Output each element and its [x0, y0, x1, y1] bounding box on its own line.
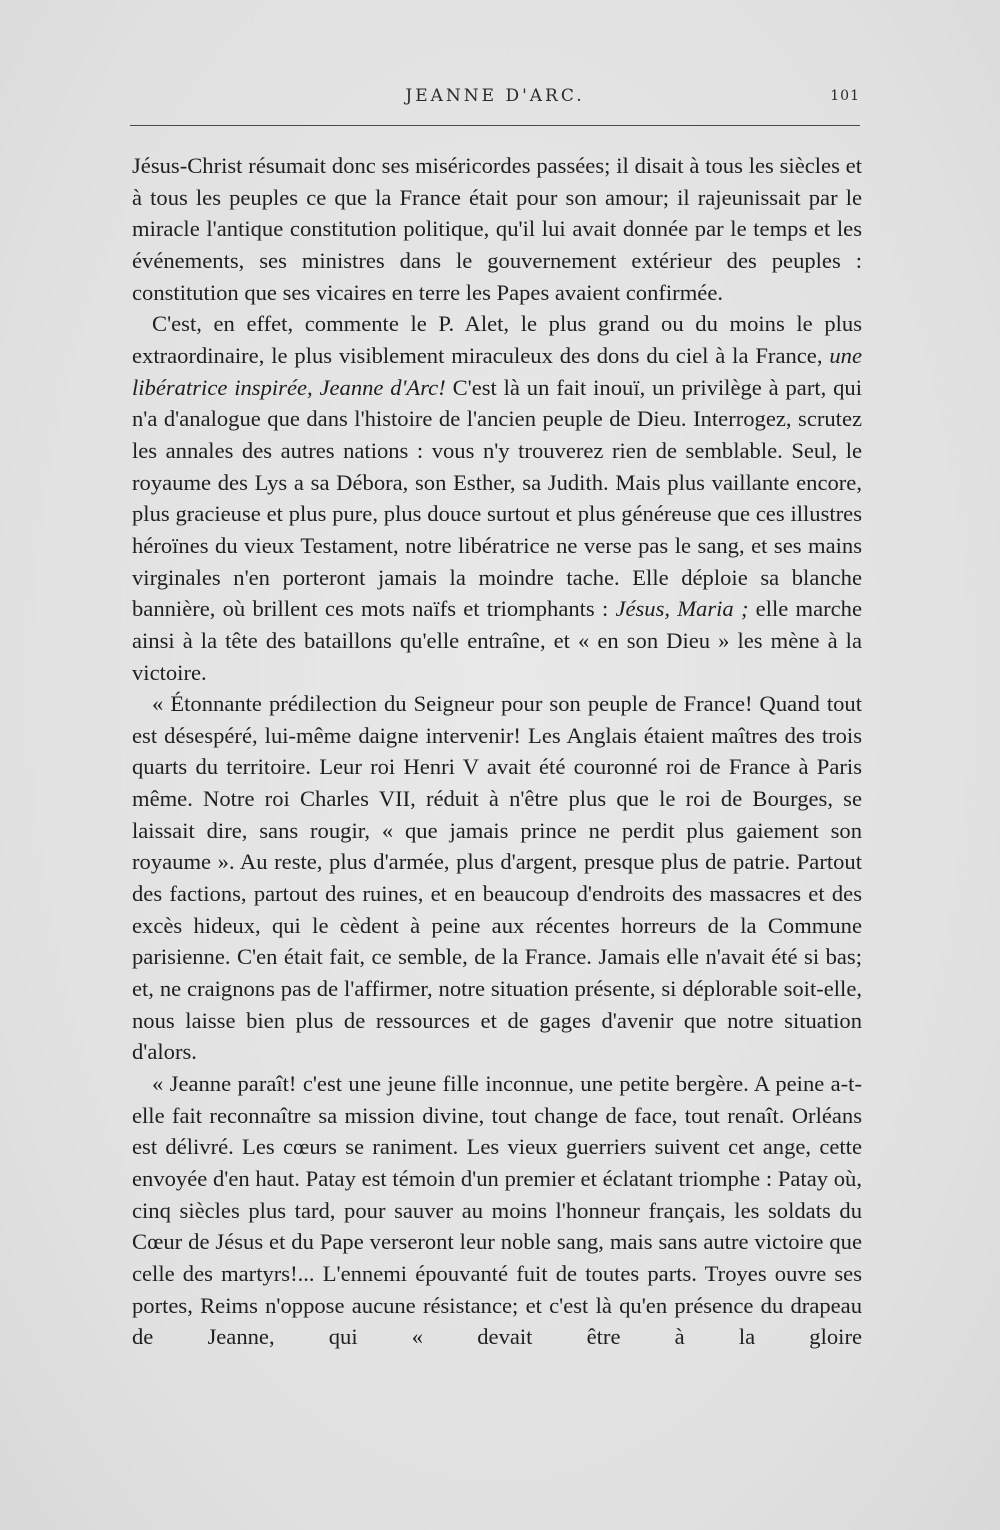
running-head	[130, 80, 860, 114]
paragraph-1: Jésus-Christ résumait donc ses miséricordes passées; il disait à tous les siècles et à tous les peuples ce que la France était pour son amour; il rajeunissait par le miracle l'antique constitution politique, qu'il lui avait donnée par le temps et les événements, ses ministres dans le gouvernement extérieur des peuples : constitution que ses vicaires en terre les Papes avaient confirmée.	[132, 153, 862, 305]
paragraph-4: « Jeanne paraît! c'est une jeune fille inconnue, une petite bergère. A peine a-t-elle fait reconnaître sa mission divine, tout change de face, tout renaît. Orléans est délivré. Les cœurs se raniment. Les vieux guerriers suivent cet ange, cette envoyée d'en haut. Patay est témoin d'un premier et éclatant triomphe : Patay où, cinq siècles plus tard, pour sauver au moins l'honneur français, les soldats du Cœur de Jésus et du Pape verseront leur noble sang, mais sans autre victoire que celle des martyrs!... L'ennemi épouvanté fuit de toutes parts. Troyes ouvre ses portes, Reims n'oppose aucune résistance; et c'est là qu'en présence du drapeau de Jeanne, qui « devait être à la gloire	[132, 1071, 862, 1350]
paragraph-2	[132, 308, 862, 688]
page-number: 101	[830, 88, 860, 104]
paragraph-2-italic-b: Jésus, Maria ;	[615, 596, 749, 622]
paragraph-2-text-c: elle marche ainsi à la tête des bataillons qu'elle entraîne, et « en son Dieu » les mène à la victoire.	[132, 596, 862, 685]
paragraph-2-italic-a: une libératrice inspirée, Jeanne d'Arc!	[132, 342, 862, 400]
header-rule	[130, 125, 860, 126]
paragraph-2-text-b: C'est là un fait inouï, un privilège à part, qui n'a d'analogue que dans l'histoire de l'ancien peuple de Dieu. Interrogez, scrutez les annales des autres nations : vous n'y trouverez rien de semblable. Seul, le royaume des Lys a sa Débora, son Esther, sa Judith. Mais plus vaillante encore, plus gracieuse et plus pure, plus douce surtout et plus généreuse que ces illustres héroïnes du vieux Testament, notre libératrice ne verse pas le sang, et ses mains virginales n'en porteront jamais la moindre tache. Elle déploie sa blanche bannière, où brillent ces mots naïfs et triomphants :	[132, 374, 862, 622]
running-title: JEANNE D'ARC.	[405, 86, 585, 106]
paragraph-3: « Étonnante prédilection du Seigneur pour son peuple de France! Quand tout est désespéré, lui-même daigne intervenir! Les Anglais étaient maîtres des trois quarts du territoire. Leur roi Henri V avait été couronné roi de France à Paris même. Notre roi Charles VII, réduit à n'être plus que le roi de Bourges, se laissait dire, sans rougir, « que jamais prince ne perdit plus gaiement son royaume ». Au reste, plus d'armée, plus d'argent, presque plus de patrie. Partout des factions, partout des ruines, et en beaucoup d'endroits des massacres et des excès hideux, qui le cèdent à peine aux récentes horreurs de la Commune parisienne. C'en était fait, ce semble, de la France. Jamais elle n'avait été si bas; et, ne craignons pas de l'affirmer, notre situation présente, si déplorable soit-elle, nous laisse bien plus de ressources et de gages d'avenir que notre situation d'alors.	[132, 691, 862, 1065]
paragraph-2-text-a: C'est, en effet, commente le P. Alet, le plus grand ou du moins le plus extraordinaire, le plus visiblement miraculeux des dons du ciel à la France,	[132, 311, 862, 368]
body-text	[132, 150, 862, 1353]
